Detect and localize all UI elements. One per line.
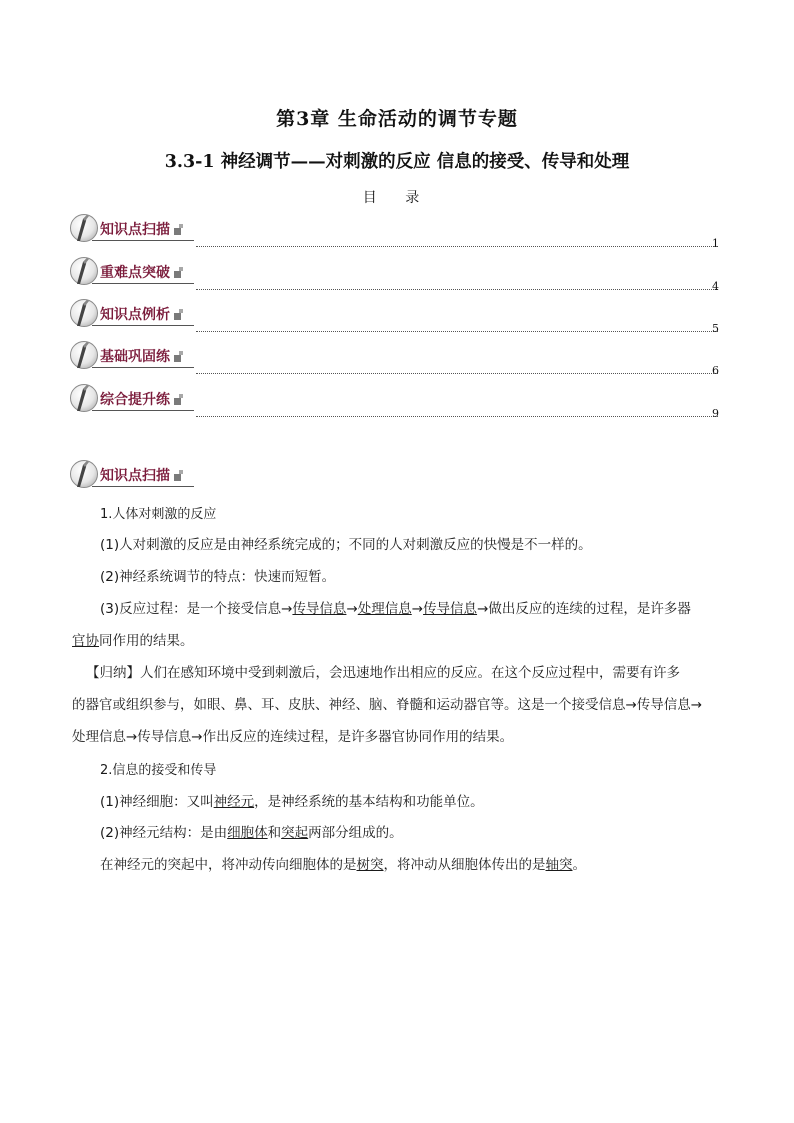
section-heading: 2.信息的接受和传导 [100,763,217,778]
toc-item-badge[interactable] [70,299,194,329]
paragraph: 在神经元的突起中，将冲动传向细胞体的是树突，将冲动从细胞体传出的是轴突。 [100,857,586,873]
toc-item-badge[interactable] [70,257,194,287]
pen-icon [70,299,98,327]
summary-line: 的器官或组织参与，如眼、鼻、耳、皮肤、神经、脑、脊髓和运动器官等。这是一个接受信息→传导信息→ [72,697,703,713]
pen-icon [70,257,98,285]
pen-icon [70,341,98,369]
summary-line: 【归纳】人们在感知环境中受到刺激后，会迅速地作出相应的反应。在这个反应过程中，需要有许多 [86,665,680,681]
toc-leader [196,246,718,247]
paragraph: (2)神经系统调节的特点：快速而短暂。 [100,569,336,585]
paragraph: (3)反应过程：是一个接受信息→传导信息→处理信息→传导信息→做出反应的连续的过程，是许多器 [100,601,691,617]
pen-icon [70,460,98,488]
toc-page-number: 9 [712,407,719,420]
paragraph-continuation: 官协同作用的结果。 [72,633,194,649]
pen-icon [70,214,98,242]
toc-page-number: 1 [712,237,719,250]
toc-leader [196,373,718,374]
summary-line: 处理信息→传导信息→作出反应的连续过程，是许多器官协同作用的结果。 [72,729,514,745]
section-badge-label: 知识点扫描 [100,468,170,484]
toc-leader [196,331,718,332]
paragraph: (2)神经元结构：是由细胞体和突起两部分组成的。 [100,825,403,841]
toc-item-badge[interactable] [70,341,194,371]
toc-page-number: 4 [712,280,719,293]
toc-item-label: 重难点突破 [100,265,170,281]
toc-heading: 目 录 [362,190,432,206]
paragraph: (1)人对刺激的反应是由神经系统完成的；不同的人对刺激反应的快慢是不一样的。 [100,537,592,553]
toc-item-label: 基础巩固练 [100,349,170,365]
section-heading: 1.人体对刺激的反应 [100,507,217,522]
toc-item-badge[interactable] [70,214,194,244]
section-badge [70,460,194,490]
toc-item-badge[interactable] [70,384,194,414]
chapter-title: 第3章 生命活动的调节专题 [276,108,518,130]
toc-item-label: 知识点扫描 [100,222,170,238]
lesson-title: 3.3-1 神经调节——对刺激的反应 信息的接受、传导和处理 [164,152,630,172]
toc-item-label: 知识点例析 [100,307,170,323]
pen-icon [70,384,98,412]
paragraph: (1)神经细胞：又叫神经元，是神经系统的基本结构和功能单位。 [100,794,484,810]
toc-page-number: 6 [712,364,719,377]
toc-leader [196,289,718,290]
toc-item-label: 综合提升练 [100,392,170,408]
toc-leader [196,416,718,417]
toc-page-number: 5 [712,322,719,335]
